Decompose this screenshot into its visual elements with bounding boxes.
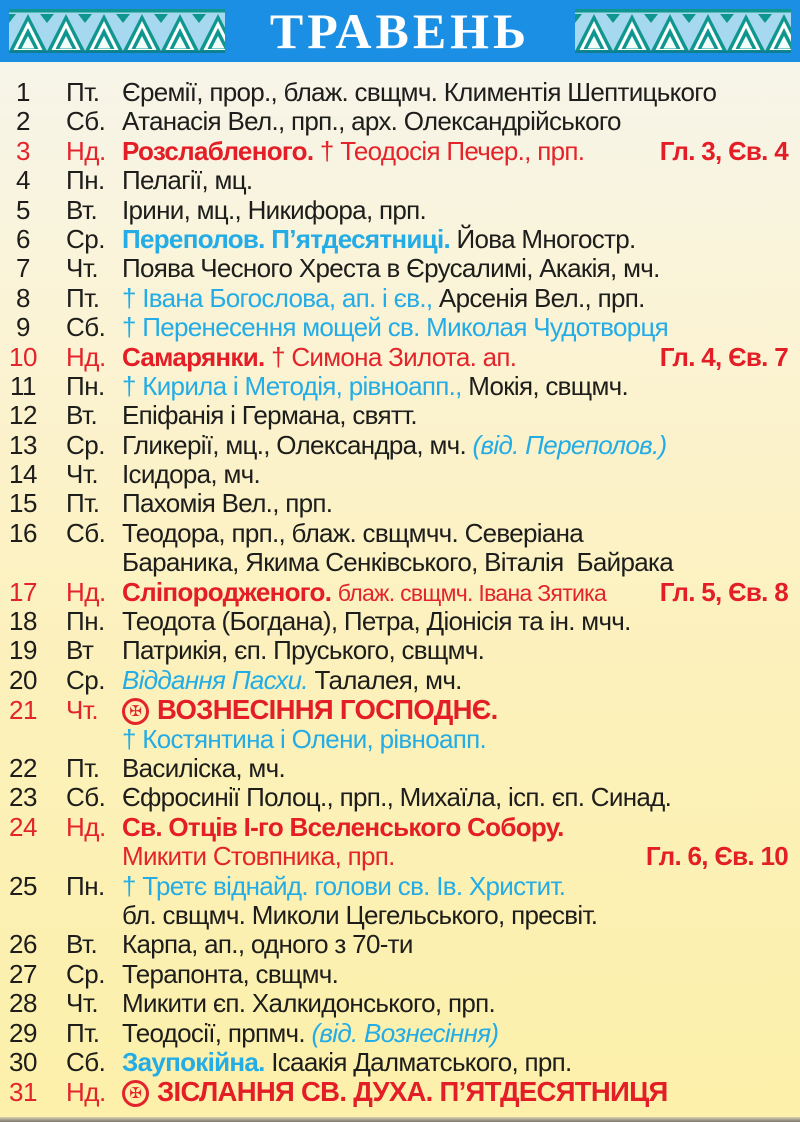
entry-text: Атанасія Вел., прп., арх. Олександрійського xyxy=(122,106,621,137)
calendar-row xyxy=(0,988,800,1017)
day-number: 27 xyxy=(9,958,37,989)
feast-cross-icon: ✠ xyxy=(122,1080,149,1107)
entry-text: Микити єп. Халкидонського, прп. xyxy=(122,988,496,1019)
entry-text: † Симона Зилота. ап. xyxy=(271,341,523,372)
weekday-label: Ср. xyxy=(66,429,105,460)
calendar-row xyxy=(0,812,800,841)
entry-text: Теодора, прп., блаж. свщмчч. Северіана xyxy=(122,517,584,548)
page-bottom-edge xyxy=(0,1117,800,1122)
day-number: 4 xyxy=(16,165,30,196)
calendar-row xyxy=(0,929,800,958)
entry-text: Віддання Пасхи. xyxy=(122,664,315,695)
entry-content xyxy=(122,1018,800,1049)
entry-content xyxy=(122,312,800,343)
entry-content xyxy=(122,488,800,519)
entry-content xyxy=(122,812,800,843)
entry-content xyxy=(122,694,800,726)
calendar-row xyxy=(0,547,800,576)
day-number: 28 xyxy=(9,988,37,1019)
day-number: 25 xyxy=(9,870,37,901)
calendar-row xyxy=(0,195,800,224)
calendar-row xyxy=(0,459,800,488)
entry-text: Бараника, Якима Сенківського, Віталія Байрака xyxy=(122,547,674,578)
day-number: 1 xyxy=(16,77,30,107)
day-number: 26 xyxy=(9,929,37,960)
weekday-label: Пт. xyxy=(66,752,100,783)
entry-content xyxy=(122,724,800,755)
entry-text: Св. Отців І-го Вселенського Собору. xyxy=(122,811,564,842)
day-number: 19 xyxy=(9,635,37,666)
entry-text: Василіска, мч. xyxy=(122,752,285,783)
day-number: 17 xyxy=(9,576,37,607)
weekday-label: Пт. xyxy=(66,77,100,107)
entry-content xyxy=(122,635,800,666)
day-number: 9 xyxy=(16,312,30,343)
day-number: 23 xyxy=(9,782,37,813)
calendar-row xyxy=(0,1018,800,1047)
day-number: 10 xyxy=(9,341,37,372)
feast-cross-icon: ✠ xyxy=(122,698,149,725)
calendar-row xyxy=(0,253,800,282)
calendar-row xyxy=(0,106,800,135)
weekday-label: Сб. xyxy=(66,1046,106,1077)
entry-text: Арсенія Вел., прп. xyxy=(438,282,645,313)
entry-text: Ісидора, мч. xyxy=(122,459,260,490)
entry-text: Епіфанія і Германа, святт. xyxy=(122,400,417,431)
calendar-row xyxy=(0,283,800,312)
day-number: 13 xyxy=(9,429,37,460)
entry-text: Теодосії, прпмч. xyxy=(122,1017,312,1048)
day-number: 6 xyxy=(16,223,30,254)
entry-content xyxy=(122,1047,800,1078)
weekday-label: Ср. xyxy=(66,664,105,695)
calendar-row xyxy=(0,724,800,753)
entry-text: Переполов. П’ятдесятниці. xyxy=(122,223,457,254)
calendar-row xyxy=(0,782,800,811)
calendar-row xyxy=(0,165,800,194)
entry-text: Ірини, мц., Никифора, прп. xyxy=(122,194,427,225)
entry-content xyxy=(122,518,800,549)
entry-content xyxy=(122,547,800,578)
entry-content xyxy=(122,577,800,608)
entry-text: Розслабленого. xyxy=(122,135,320,166)
weekday-label: Пн. xyxy=(66,870,105,901)
weekday-label: Нд. xyxy=(66,576,106,607)
entry-text: Карпа, ап., одного з 70-ти xyxy=(122,929,413,960)
weekday-label: Чт. xyxy=(66,988,99,1019)
weekday-label: Ср. xyxy=(66,958,105,989)
calendar-row xyxy=(0,959,800,988)
entry-content xyxy=(122,782,800,813)
entry-text: Гл. 5, Єв. 8 xyxy=(659,576,788,607)
entry-content xyxy=(122,195,800,226)
weekday-label: Нд. xyxy=(66,1077,106,1108)
entry-text: † Кирила і Методія, рівноапп., xyxy=(122,370,469,401)
calendar-row xyxy=(0,665,800,694)
day-number: 30 xyxy=(9,1046,37,1077)
calendar-row xyxy=(0,1047,800,1076)
entry-content xyxy=(122,283,800,314)
day-number: 18 xyxy=(9,606,37,637)
entry-text: Талалея, мч. xyxy=(314,664,462,695)
weekday-label: Пт. xyxy=(66,488,100,519)
calendar-row xyxy=(0,400,800,429)
entry-content xyxy=(122,929,800,960)
entry-text: † Івана Богослова, ап. і єв., xyxy=(122,282,439,313)
entry-content xyxy=(122,606,800,637)
entry-text: бл. свщмч. Миколи Цегельського, пресвіт. xyxy=(122,899,598,930)
month-title: ТРАВЕНЬ xyxy=(269,3,531,59)
entry-text: Гл. 4, Єв. 7 xyxy=(659,341,788,372)
entry-text: Мокія, свщмч. xyxy=(468,370,629,401)
entry-content xyxy=(122,665,800,696)
calendar-row xyxy=(0,371,800,400)
day-number: 2 xyxy=(16,106,30,137)
day-number: 14 xyxy=(9,459,37,490)
entry-text: Гликерії, мц., Олександра, мч. xyxy=(122,429,473,460)
calendar-row xyxy=(0,753,800,782)
day-number: 3 xyxy=(16,135,30,166)
entry-content xyxy=(122,371,800,402)
calendar-row xyxy=(0,136,800,165)
weekday-label: Сб. xyxy=(66,782,106,813)
calendar-row xyxy=(0,900,800,929)
day-number: 22 xyxy=(9,752,37,783)
weekday-label: Сб. xyxy=(66,106,106,137)
entry-text: Заупокійна. xyxy=(122,1046,272,1077)
entry-text: блаж. свщмч. Івана Зятика xyxy=(337,579,607,606)
entry-content xyxy=(122,841,800,872)
entry-text: Гл. 6, Єв. 10 xyxy=(645,841,788,872)
calendar-row xyxy=(0,518,800,547)
day-number: 20 xyxy=(9,664,37,695)
weekday-label: Нд. xyxy=(66,811,106,842)
calendar-row xyxy=(0,635,800,664)
entry-text: Терапонта, свщмч. xyxy=(122,958,339,989)
entry-content xyxy=(122,342,800,373)
month-header xyxy=(0,0,800,62)
entry-text: Микити Стовпника, прп. xyxy=(122,841,395,872)
entry-content xyxy=(122,959,800,990)
weekday-label: Вт. xyxy=(66,400,98,431)
day-number: 12 xyxy=(9,400,37,431)
calendar-row xyxy=(0,577,800,606)
weekday-label: Пт. xyxy=(66,282,100,313)
calendar-row xyxy=(0,312,800,341)
day-number: 21 xyxy=(9,695,37,726)
weekday-label: Пн. xyxy=(66,165,105,196)
entry-content xyxy=(122,400,800,431)
entry-content xyxy=(122,871,800,902)
day-number: 15 xyxy=(9,488,37,519)
entry-text: Ісаакія Далматського, прп. xyxy=(271,1046,572,1077)
calendar-row xyxy=(0,841,800,870)
weekday-label: Нд. xyxy=(66,135,106,166)
entry-content xyxy=(122,165,800,196)
entry-text: Патрикія, єп. Пруського, свщмч. xyxy=(122,635,485,666)
entry-text: Теодота (Богдана), Петра, Діонісія та ін. мчч. xyxy=(122,606,631,637)
entry-text: ВОЗНЕСІННЯ ГОСПОДНЄ. xyxy=(157,694,498,726)
weekday-label: Ср. xyxy=(66,223,105,254)
calendar-row xyxy=(0,430,800,459)
calendar-row xyxy=(0,694,800,726)
entry-text: † Костянтина і Олени, рівноапп. xyxy=(122,723,487,754)
calendar-body xyxy=(0,62,800,1106)
day-number: 24 xyxy=(9,811,37,842)
entry-text: (від. Вознесіння) xyxy=(311,1017,499,1048)
day-number: 16 xyxy=(9,517,37,548)
calendar-row xyxy=(0,77,800,106)
entry-content xyxy=(122,900,800,931)
weekday-label: Вт xyxy=(66,635,94,666)
weekday-label: Пн. xyxy=(66,606,105,637)
weekday-label: Пн. xyxy=(66,370,105,401)
entry-content xyxy=(122,753,800,784)
entry-content xyxy=(122,459,800,490)
entry-text: † Перенесення мощей св. Миколая Чудотворця xyxy=(122,312,669,343)
entry-text: Єфросинії Полоц., прп., Михаїла, ісп. єп. Синад. xyxy=(122,782,672,813)
day-number: 8 xyxy=(16,282,30,313)
weekday-label: Чт. xyxy=(66,459,99,490)
day-number: 31 xyxy=(9,1077,37,1108)
weekday-label: Чт. xyxy=(66,253,99,284)
calendar-row xyxy=(0,224,800,253)
entry-content xyxy=(122,224,800,255)
weekday-label: Нд. xyxy=(66,341,106,372)
calendar-row xyxy=(0,606,800,635)
entry-text: (від. Переполов.) xyxy=(472,429,667,460)
weekday-label: Сб. xyxy=(66,312,106,343)
entry-content xyxy=(122,106,800,137)
entry-content xyxy=(122,253,800,284)
weekday-label: Вт. xyxy=(66,194,98,225)
entry-text: † Теодосія Печер., прп. xyxy=(319,135,591,166)
entry-content xyxy=(122,136,800,167)
day-number: 7 xyxy=(16,253,30,284)
weekday-label: Вт. xyxy=(66,929,98,960)
entry-text: Самарянки. xyxy=(122,341,272,372)
day-number: 11 xyxy=(10,370,36,401)
entry-text: Гл. 3, Єв. 4 xyxy=(659,135,788,166)
calendar-row xyxy=(0,1076,800,1108)
entry-content xyxy=(122,988,800,1019)
day-number: 29 xyxy=(9,1017,37,1048)
weekday-label: Пт. xyxy=(66,1017,100,1048)
entry-text: Пелагії, мц. xyxy=(122,165,253,196)
entry-text: Єремії, прор., блаж. свщмч. Климентія Шептицького xyxy=(122,77,717,107)
day-number: 5 xyxy=(16,194,30,225)
entry-content xyxy=(122,1076,800,1108)
ornament-band-right xyxy=(575,9,791,53)
weekday-label: Чт. xyxy=(66,695,99,726)
ornament-band-left xyxy=(9,9,225,53)
calendar-row xyxy=(0,488,800,517)
calendar-row xyxy=(0,342,800,371)
entry-content xyxy=(122,77,800,108)
entry-text: Пахомія Вел., прп. xyxy=(122,488,333,519)
calendar-row xyxy=(0,871,800,900)
entry-text: Йова Многостр. xyxy=(456,223,636,254)
entry-text: Поява Чесного Хреста в Єрусалимі, Акакія, мч. xyxy=(122,253,660,284)
entry-text: Сліпородженого. xyxy=(122,576,338,607)
entry-text: † Третє віднайд. голови св. Ів. Христит. xyxy=(122,870,566,901)
entry-text: ЗІСЛАННЯ СВ. ДУХА. П’ЯТДЕСЯТНИЦЯ xyxy=(157,1076,668,1108)
weekday-label: Сб. xyxy=(66,517,106,548)
entry-content xyxy=(122,430,800,461)
